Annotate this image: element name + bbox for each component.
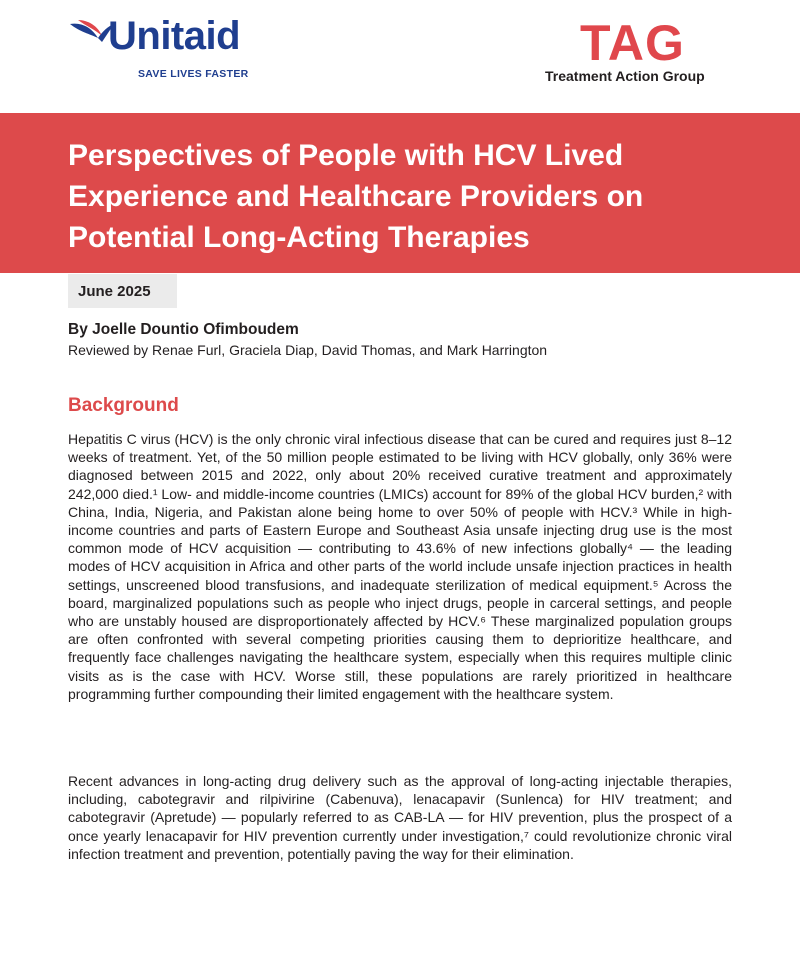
- page-header: [0, 0, 800, 113]
- tag-wordmark: TAG: [580, 15, 685, 71]
- publication-date: June 2025: [78, 283, 151, 300]
- document-title: Perspectives of People with HCV Lived Experience and Healthcare Providers on Potential Long-Acting Therapies: [68, 139, 644, 254]
- author-line: By Joelle Dountio Ofimboudem: [68, 321, 299, 338]
- title-banner: [0, 113, 800, 273]
- unitaid-tagline: SAVE LIVES FASTER: [138, 68, 249, 80]
- body-paragraph: Recent advances in long-acting drug delivery such as the approval of long-acting injectable therapies, including, cabotegravir and rilpivirine (Cabenuva), lenacapavir (Sunlenca) for HIV treatment; and cabotegravir (Apretude) — popularly referred to as CAB-LA — for HIV prevention, plus the prospect of a once yearly lenacapavir for HIV prevention currently under investigation,⁷ could revolutionize chronic viral infection treatment and prevention, potentially paving the way for their elimination.: [68, 773, 732, 862]
- tag-subtitle: Treatment Action Group: [545, 68, 705, 84]
- unitaid-wordmark: Unitaid: [108, 14, 241, 58]
- body-paragraph: Hepatitis C virus (HCV) is the only chronic viral infectious disease that can be cured and requires just 8–12 weeks of treatment. Yet, of the 50 million people estimated to be living with HCV globally, only 36% were diagnosed between 2015 and 2022, only about 20% received curative treatment and approximately 242,000 died.¹ Low- and middle-income countries (LMICs) account for 89% of the global HCV burden,² with China, India, Nigeria, and Pakistan alone being home to over 50% of people with HCV.³ While in high-income countries and parts of Eastern Europe and Southeast Asia unsafe injecting drug use is the most common mode of HCV acquisition — contributing to 43.6% of new infections globally⁴ — the leading modes of HCV acquisition in Africa and other parts of the world include unsafe injection practices in health settings, unscreened blood transfusions, and inadequate sterilization of medical equipment.⁵ Across the board, marginalized populations such as people who inject drugs, people in carceral settings, and people who are unstably housed are disproportionately affected by HCV.⁶ These marginalized population groups are often confronted with several competing priorities causing them to deprioritize healthcare, and frequently face challenges navigating the healthcare system, especially when this requires multiple clinic visits as is the case with HCV. Worse still, these populations are rarely prioritized in healthcare programming further compounding their limited engagement with the healthcare system.: [68, 431, 732, 702]
- tag-logo: [540, 14, 740, 89]
- date-badge: [68, 274, 177, 308]
- section-heading-background: Background: [68, 395, 179, 416]
- unitaid-logo: [68, 14, 268, 84]
- reviewers-line: Reviewed by Renae Furl, Graciela Diap, David Thomas, and Mark Harrington: [68, 342, 548, 358]
